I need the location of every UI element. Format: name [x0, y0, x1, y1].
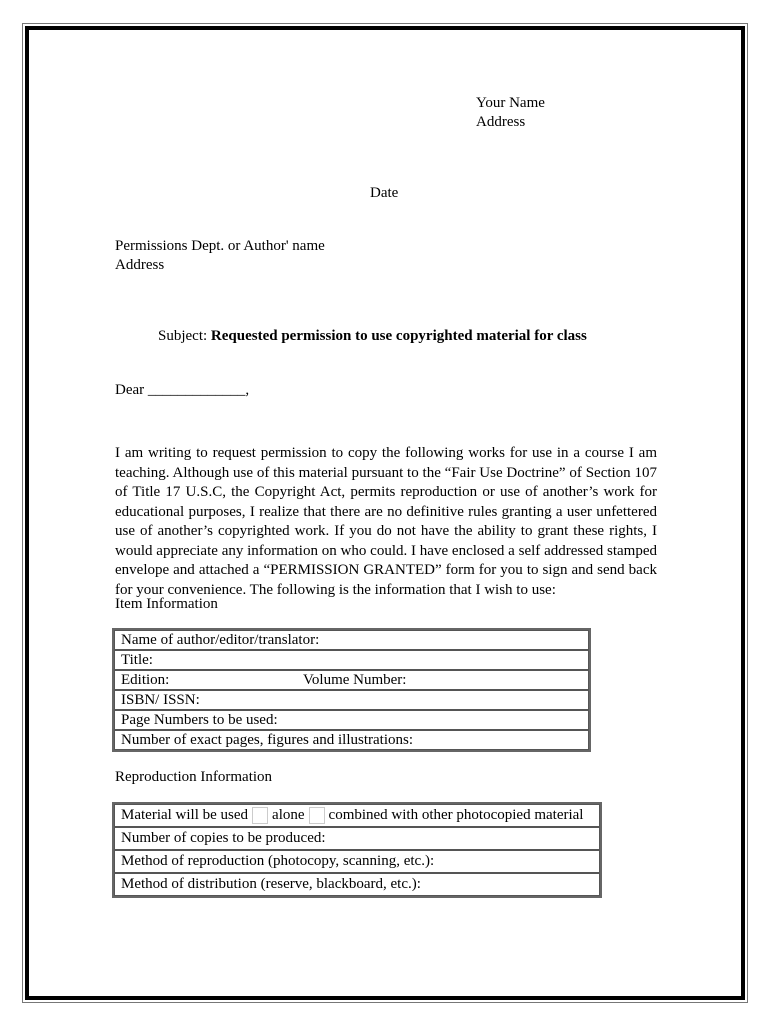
material-label: Material will be used [121, 807, 249, 823]
body-paragraph: I am writing to request permission to copy the following works for use in a course I am teaching. Although use of this material pursuant to the “Fair Use Doctrine” of Section 107 of Title 17 U.S.C, the Copyright Act, permits reproduction or use of another’s work for educational purposes, I realize that there are no definitive rules granting a user unfettered use of another’s copyrighted work. If you do not have the ability to grant these rights, I would appreciate any information on who could. I have enclosed a self addressed stamped envelope and attached a “PERMISSION GRANTED” form for you to sign and send back for your convenience. The following is the information that I wish to use: [115, 445, 657, 598]
sender-address: Address [476, 114, 526, 130]
item-info-table [112, 628, 591, 752]
field-author[interactable]: Name of author/editor/translator: [114, 630, 589, 650]
subject-text: Requested permission to use copyrighted material for class [210, 328, 587, 344]
field-edition[interactable] [114, 670, 589, 690]
checkbox-alone[interactable] [252, 807, 268, 824]
volume-label: Volume Number: [303, 672, 407, 688]
combined-label: combined with other photocopied material [328, 807, 584, 823]
field-method-distribution[interactable]: Method of distribution (reserve, blackboard, etc.): [114, 873, 600, 896]
field-page-numbers[interactable]: Page Numbers to be used: [114, 710, 589, 730]
alone-label: alone [272, 807, 305, 823]
item-info-heading: Item Information [115, 596, 218, 612]
checkbox-combined[interactable] [309, 807, 325, 824]
subject-label: Subject: [158, 328, 211, 344]
recipient-name: Permissions Dept. or Author' name [115, 238, 325, 254]
date: Date [370, 185, 399, 201]
field-copies[interactable]: Number of copies to be produced: [114, 827, 600, 850]
sender-name: Your Name [476, 95, 545, 111]
field-isbn[interactable]: ISBN/ ISSN: [114, 690, 589, 710]
field-exact-pages[interactable]: Number of exact pages, figures and illustrations: [114, 730, 589, 750]
field-material-use [114, 804, 600, 827]
salutation: Dear _____________, [115, 382, 250, 398]
field-title[interactable]: Title: [114, 650, 589, 670]
edition-label: Edition: [121, 672, 170, 688]
subject-line [158, 327, 587, 346]
repro-info-table [112, 802, 602, 898]
field-method-reproduction[interactable]: Method of reproduction (photocopy, scanning, etc.): [114, 850, 600, 873]
recipient-address: Address [115, 257, 165, 273]
repro-info-heading: Reproduction Information [115, 769, 273, 785]
